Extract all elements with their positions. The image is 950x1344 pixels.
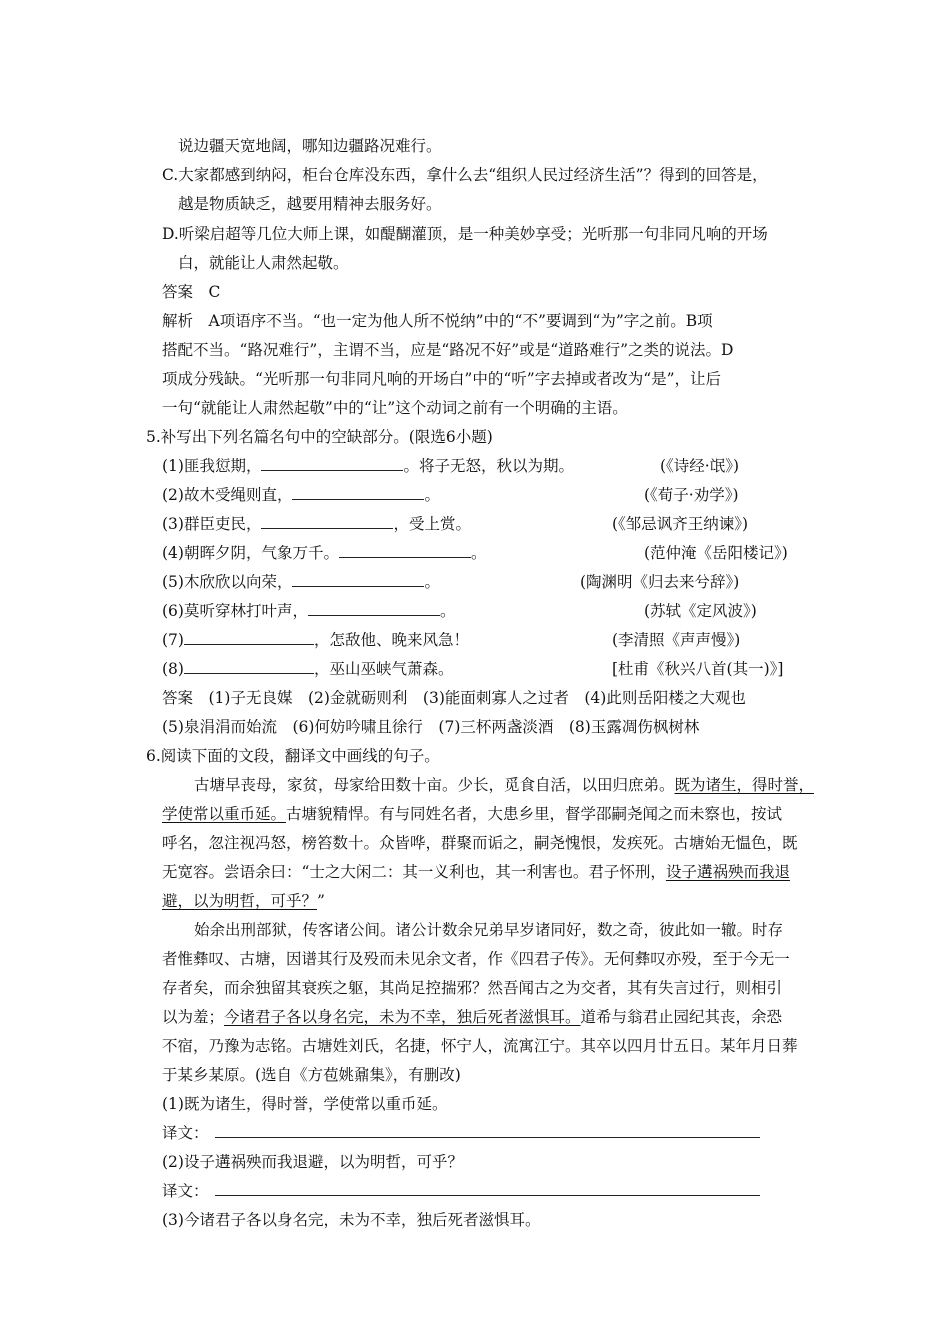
underlined-sentence-1: 既为诸生，得时誉， — [674, 776, 815, 794]
underlined-sentence-1: 学使常以重币延。 — [162, 805, 287, 823]
answer-blank — [292, 498, 424, 500]
q5-item-6 — [162, 601, 455, 621]
q5-item-suffix: 。 — [424, 486, 440, 504]
q5-item-prefix: (6)莫听穿林打叶声， — [162, 602, 308, 620]
q5-item-source: (《诗经·氓》) — [660, 457, 740, 475]
translation-answer-line — [215, 1194, 760, 1196]
q5-item-source: (《邹忌讽齐王纳谏》) — [612, 515, 749, 533]
q5-item-4 — [162, 543, 486, 563]
passage-p2-line-4 — [162, 1007, 782, 1027]
q5-answer-line-1: 答案 (1)子无良媒 (2)金就砺则利 (3)能面刺寡人之过者 (4)此则岳阳楼之大观也 — [162, 689, 746, 707]
answer-blank — [339, 556, 471, 558]
translation-row-2 — [162, 1181, 760, 1201]
q5-item-suffix: ，巫山巫峡气萧森。 — [313, 660, 454, 678]
q5-answer-line-2: (5)泉涓涓而始流 (6)何妨吟啸且徐行 (7)三杯两盏淡酒 (8)玉露凋伤枫树林 — [162, 718, 700, 736]
passage-p2-line-3: 存者矣，而余独留其衰疾之躯，其尚足控揣邪？然吾闻古之为交者，其有失言过行，则相引 — [162, 979, 783, 997]
option-d-line-2: 白，就能让人肃然起敬。 — [178, 254, 349, 272]
q5-item-prefix: (2)故木受绳则直， — [162, 486, 293, 504]
answer-blank — [308, 614, 440, 616]
q5-item-8 — [162, 659, 453, 679]
passage-p2-line-2: 者惟彝叹、古塘，因谱其行及殁而未见余文者，作《四君子传》。无何彝叹亦殁，至于今无一 — [162, 950, 790, 968]
passage-p1-line-2 — [162, 804, 782, 824]
q5-item-prefix: (3)群臣吏民， — [162, 515, 262, 533]
q4-explanation-line-4: 一句“就能让人肃然起敬”中的“让”这个动词之前有一个明确的主语。 — [162, 399, 628, 417]
underlined-sentence-2: 设子遘祸殃而我退 — [665, 863, 790, 881]
q5-item-source: [杜甫《秋兴八首(其一)》] — [612, 660, 784, 678]
option-c-line-2: 越是物质缺乏，越要用精神去服务好。 — [178, 195, 442, 213]
passage-text: 无宽容。尝语余曰：“士之大闲二：其一义利也，其一利害也。君子怀刑， — [162, 863, 666, 881]
answer-blank — [184, 672, 314, 674]
q5-item-prefix: (7) — [162, 631, 184, 649]
q4-explanation-line-2: 搭配不当。“路况难行”，主谓不当，应是“路况不好”或是“道路难行”之类的说法。D — [162, 341, 734, 359]
q6-title: 6.阅读下面的文段，翻译文中画线的句子。 — [146, 747, 440, 765]
q5-item-source: (范仲淹《岳阳楼记》) — [644, 544, 788, 562]
q6-sentence-1: (1)既为诸生，得时誉，学使常以重币延。 — [162, 1095, 448, 1113]
q5-item-prefix: (1)匪我愆期， — [162, 457, 262, 475]
passage-p1-line-4 — [162, 862, 790, 882]
answer-blank — [261, 469, 403, 471]
translation-answer-line — [215, 1136, 760, 1138]
q5-item-2 — [162, 485, 440, 505]
option-c-line-1: C.大家都感到纳闷，柜台仓库没东西，拿什么去“组织人民过经济生活”？得到的回答是， — [162, 166, 768, 184]
q5-item-source: (苏轼《定风波》) — [644, 602, 757, 620]
q5-item-source: (《荀子·劝学》) — [644, 486, 739, 504]
q5-item-suffix: ，受上赏。 — [393, 515, 471, 533]
q5-item-prefix: (8) — [162, 660, 184, 678]
passage-text: 道希与翁君止园纪其丧，余恐 — [580, 1008, 783, 1026]
q6-sentence-3: (3)今诸君子各以身名完，未为不幸，独后死者滋惧耳。 — [162, 1211, 541, 1229]
q5-item-source: (陶渊明《归去来兮辞》) — [580, 573, 740, 591]
passage-text: 古塘貌精悍。有与同姓名者，大患乡里，督学邵嗣尧闻之而未察也，按试 — [286, 805, 783, 823]
answer-blank — [292, 585, 424, 587]
underlined-sentence-2: 避，以为明哲，可乎？ — [162, 892, 318, 910]
passage-text: 古塘早丧母，家贫，母家给田数十亩。少长，觅食自活，以田归庶弟。 — [194, 776, 675, 794]
q5-item-suffix: ，怎敌他、晚来风急！ — [313, 631, 469, 649]
q6-sentence-2: (2)设子遘祸殃而我退避，以为明哲，可乎？ — [162, 1153, 463, 1171]
q5-item-prefix: (4)朝晖夕阴，气象万千。 — [162, 544, 339, 562]
q5-item-3 — [162, 514, 471, 534]
q5-item-suffix: 。将子无怒，秋以为期。 — [403, 457, 574, 475]
option-d-line-1: D.听梁启超等几位大师上课，如醍醐灌顶，是一种美妙享受；光听那一句非同凡响的开场 — [162, 225, 768, 243]
q5-title: 5.补写出下列名篇名句中的空缺部分。(限选6小题) — [146, 428, 493, 446]
passage-p2-line-1: 始余出刑部狱，传客诸公间。诸公计数余兄弟早岁诸同好，数之奇，彼此如一辙。时存 — [194, 921, 784, 939]
answer-blank — [261, 527, 393, 529]
q4-explanation-line-3: 项成分残缺。“光听那一句非同凡响的开场白”中的“听”字去掉或者改为“是”，让后 — [162, 370, 722, 388]
translation-label: 译文： — [162, 1124, 209, 1142]
option-b-continuation: 说边疆天宽地阔，哪知边疆路况难行。 — [178, 137, 442, 155]
q5-item-suffix: 。 — [470, 544, 487, 562]
q5-item-1 — [162, 456, 574, 476]
passage-p1-line-5 — [162, 891, 325, 911]
answer-blank — [184, 643, 314, 645]
q5-item-suffix: 。 — [424, 573, 440, 591]
q5-item-7 — [162, 630, 469, 650]
passage-p2-line-5: 不宿，乃豫为志铭。古塘姓刘氏，名捷，怀宁人，流寓江宁。其卒以四月廿五日。某年月日葬 — [162, 1037, 798, 1055]
q5-item-5 — [162, 572, 440, 592]
q5-item-source: (李清照《声声慢》) — [612, 631, 741, 649]
q5-item-prefix: (5)木欣欣以向荣， — [162, 573, 293, 591]
translation-label: 译文： — [162, 1182, 209, 1200]
underlined-sentence-3: 今诸君子各以身名完，未为不幸，独后死者滋惧耳。 — [224, 1008, 581, 1026]
passage-p2-line-6: 于某乡某原。(选自《方苞姚鼐集》，有删改) — [162, 1066, 461, 1084]
passage-text: 以为羞； — [162, 1008, 225, 1026]
q4-explanation-line-1: 解析 A项语序不当。“也一定为他人所不悦纳”中的“不”要调到“为”字之前。B项 — [162, 312, 713, 330]
q4-answer: 答案 C — [162, 283, 221, 301]
q5-item-suffix: 。 — [439, 602, 456, 620]
translation-row-1 — [162, 1123, 760, 1143]
passage-p1-line-1 — [194, 775, 814, 795]
passage-text: ” — [317, 892, 325, 910]
passage-p1-line-3: 呼名，忽注视冯怒，榜笞数十。众皆哗，群聚而诟之，嗣尧愧恨，发疾死。古塘始无愠色，既 — [162, 834, 798, 852]
